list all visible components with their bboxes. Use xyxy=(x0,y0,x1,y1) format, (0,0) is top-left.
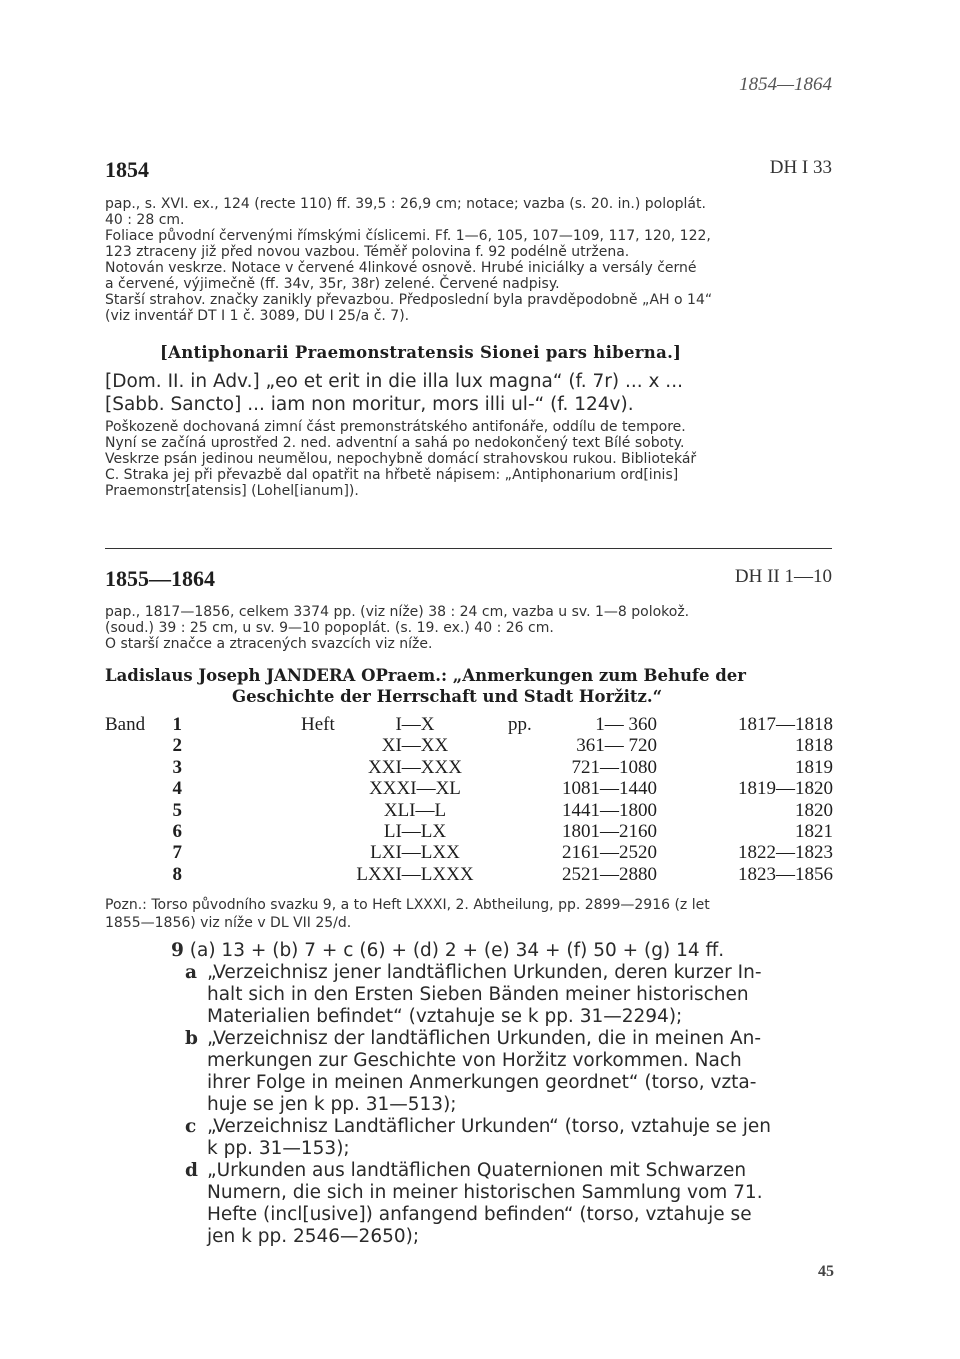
description-line: a červené, výjimečně (ff. 34v, 35r, 38r) zelené. Červené nadpisy. xyxy=(105,276,560,292)
part-item xyxy=(105,1116,845,1160)
part-line: „Verzeichnisz jener landtäflichen Urkunden, deren kurzer In- xyxy=(207,962,762,983)
notes-line: Veskrze psán jedinou neumělou, nepochybně domácí strahovskou rukou. Bibliotekář xyxy=(105,451,697,467)
year-range: 1822—1823 xyxy=(738,842,833,864)
pp-label: pp. xyxy=(508,714,532,735)
description-line: O starší značce a ztracených svazcích viz níže. xyxy=(105,636,433,652)
entry-description xyxy=(105,604,845,652)
band-label: Band xyxy=(105,714,146,735)
band-row xyxy=(105,864,835,885)
description-line: (soud.) 39 : 25 cm, u sv. 9—10 popoplát. (s. 19. ex.) 40 : 26 cm. xyxy=(105,620,554,636)
description-line: (viz inventář DT I 1 č. 3089, DU I 25/a č. 7). xyxy=(105,308,410,324)
part-line: huje se jen k pp. 31—513); xyxy=(207,1094,457,1115)
part-line: Materialien befindet“ (vztahuje se k pp. 31—2294); xyxy=(207,1006,683,1027)
band-number: 2 xyxy=(172,735,182,757)
page-range: 1801—2160 xyxy=(562,820,657,842)
page-range: 1441—1800 xyxy=(562,799,657,821)
band-row xyxy=(105,842,835,863)
band-row xyxy=(105,800,835,821)
page-number: 45 xyxy=(818,1263,834,1280)
band-table xyxy=(105,714,835,885)
part-letter: d xyxy=(185,1160,198,1181)
part-letter: b xyxy=(185,1028,198,1049)
part-line: halt sich in den Ersten Sieben Bänden meiner historischen xyxy=(207,984,749,1005)
band-number: 5 xyxy=(172,799,182,821)
page-range: 1— 360 xyxy=(595,714,657,735)
part-line: merkungen zur Geschichte von Horžitz vorkommen. Nach xyxy=(207,1050,742,1071)
section-divider xyxy=(105,548,832,549)
volume-number: 9 xyxy=(171,940,184,961)
part-item xyxy=(105,962,845,1028)
year-range: 1818 xyxy=(795,735,833,757)
year-range: 1823—1856 xyxy=(738,863,833,885)
description-line: Starší strahov. značky zanikly převazbou. Předposlední byla pravděpodobně „AH o 14“ xyxy=(105,292,713,308)
page-range: 2161—2520 xyxy=(562,842,657,864)
part-line: „Verzeichnisz Landtäflicher Urkunden“ (torso, vztahuje se jen xyxy=(207,1116,771,1137)
incipit xyxy=(105,370,683,416)
part-letter: a xyxy=(185,962,197,983)
description-line: Notován veskrze. Notace v červené 4linkové osnově. Hrubé iniciálky a versály černé xyxy=(105,260,697,276)
heft-range: XLI—L xyxy=(383,799,447,821)
notes-line: Poškozeně dochovaná zimní část premonstrátského antifonáře, oddílu de tempore. xyxy=(105,419,686,435)
heft-range: I—X xyxy=(395,714,435,735)
band-number: 6 xyxy=(172,820,182,842)
part-line: jen k pp. 2546—2650); xyxy=(207,1226,420,1247)
heft-range: XXI—XXX xyxy=(368,756,462,778)
heft-range: XXXI—XL xyxy=(369,778,461,800)
part-letter: c xyxy=(185,1116,197,1137)
band-number: 4 xyxy=(172,778,182,800)
band-row xyxy=(105,821,835,842)
band-row xyxy=(105,778,835,799)
running-head: 1854—1864 xyxy=(739,74,832,95)
part-item xyxy=(105,1028,845,1116)
band-number: 7 xyxy=(172,842,182,864)
year-range: 1820 xyxy=(795,799,833,821)
content-title: [Antiphonarii Praemonstratensis Sionei pars hiberna.] xyxy=(160,343,682,362)
entry-heading-1855-1864 xyxy=(105,566,832,596)
volume-9-text: (a) 13 + (b) 7 + c (6) + (d) 2 + (e) 34 + (f) 50 + (g) 14 ff. xyxy=(189,940,725,961)
pozn-line: 1855—1856) viz níže v DL VII 25/d. xyxy=(105,915,352,931)
year-range: 1819 xyxy=(795,756,833,778)
description-line: 40 : 28 cm. xyxy=(105,212,185,228)
part-line: k pp. 31—153); xyxy=(207,1138,350,1159)
band-row xyxy=(105,757,835,778)
parts-list xyxy=(105,962,845,1248)
part-line: Numern, die sich in meiner historischen Sammlung vom 71. xyxy=(207,1182,763,1203)
author-title xyxy=(105,665,845,707)
incipit-line: [Dom. II. in Adv.] „eo et erit in die illa lux magna“ (f. 7r) ... x ... xyxy=(105,371,683,392)
band-row xyxy=(105,714,835,735)
notes-line: C. Straka jej při převazbě dal opatřit na hřbetě nápisem: „Antiphonarium ord[inis] xyxy=(105,467,679,483)
year-range: 1819—1820 xyxy=(738,778,833,800)
band-row xyxy=(105,735,835,756)
description-line: pap., s. XVI. ex., 124 (recte 110) ff. 39,5 : 26,9 cm; notace; vazba (s. 20. in.) poloplát. xyxy=(105,196,706,212)
volume-9-contents xyxy=(105,940,845,1248)
author-title-line: Ladislaus Joseph JANDERA OPraem.: „Anmerkungen zum Behufe der xyxy=(105,666,747,685)
part-line: ihrer Folge in meinen Anmerkungen geordnet“ (torso, vzta- xyxy=(207,1072,757,1093)
entry-signature: DH II 1—10 xyxy=(734,566,832,587)
entry-description xyxy=(105,196,845,324)
pozn-line: Pozn.: Torso původního svazku 9, a to Heft LXXXI, 2. Abtheilung, pp. 2899—2916 (z let xyxy=(105,897,710,913)
pozn-note xyxy=(105,896,845,932)
heft-range: LXI—LXX xyxy=(370,842,460,864)
description-line: pap., 1817—1856, celkem 3374 pp. (viz níže) 38 : 24 cm, vazba u sv. 1—8 polokož. xyxy=(105,604,690,620)
year-range: 1821 xyxy=(795,820,833,842)
entry-date: 1855—1864 xyxy=(105,566,215,591)
part-line: Hefte (incl[usive]) anfangend befinden“ (torso, vztahuje se xyxy=(207,1204,752,1225)
page-range: 1081—1440 xyxy=(562,778,657,800)
volume-9-line xyxy=(105,940,845,962)
page-range: 2521—2880 xyxy=(562,863,657,885)
heft-label: Heft xyxy=(301,714,335,735)
part-item xyxy=(105,1160,845,1248)
entry-date: 1854 xyxy=(105,157,149,182)
description-line: 123 ztraceny již před novou vazbou. Téměř polovina f. 92 podélně utržena. xyxy=(105,244,630,260)
year-range: 1817—1818 xyxy=(738,714,833,735)
page-range: 361— 720 xyxy=(576,735,657,757)
entry-signature: DH I 33 xyxy=(769,157,832,178)
part-line: „Verzeichnisz der landtäflichen Urkunden, die in meinen An- xyxy=(207,1028,761,1049)
incipit-line: [Sabb. Sancto] ... iam non moritur, mors illi ul-“ (f. 124v). xyxy=(105,394,634,415)
heft-range: XI—XX xyxy=(381,735,449,757)
heft-range: LXXI—LXXX xyxy=(356,863,474,885)
entry-heading-1854 xyxy=(105,157,832,187)
band-number: 8 xyxy=(172,863,182,885)
part-line: „Urkunden aus landtäflichen Quaternionen mit Schwarzen xyxy=(207,1160,747,1181)
band-number: 3 xyxy=(172,756,182,778)
page-range: 721—1080 xyxy=(571,756,657,778)
heft-range: LI—LX xyxy=(383,820,447,842)
notes-line: Praemonstr[atensis] (Lohel[ianum]). xyxy=(105,483,359,499)
entry-notes xyxy=(105,419,845,499)
description-line: Foliace původní červenými římskými číslicemi. Ff. 1—6, 105, 107—109, 117, 120, 122, xyxy=(105,228,711,244)
notes-line: Nyní se začíná uprostřed 2. ned. adventní a sahá po nedokončený text Bílé soboty. xyxy=(105,435,685,451)
author-title-line: Geschichte der Herrschaft und Stadt Horžitz.“ xyxy=(232,687,663,706)
band-number: 1 xyxy=(172,714,182,735)
